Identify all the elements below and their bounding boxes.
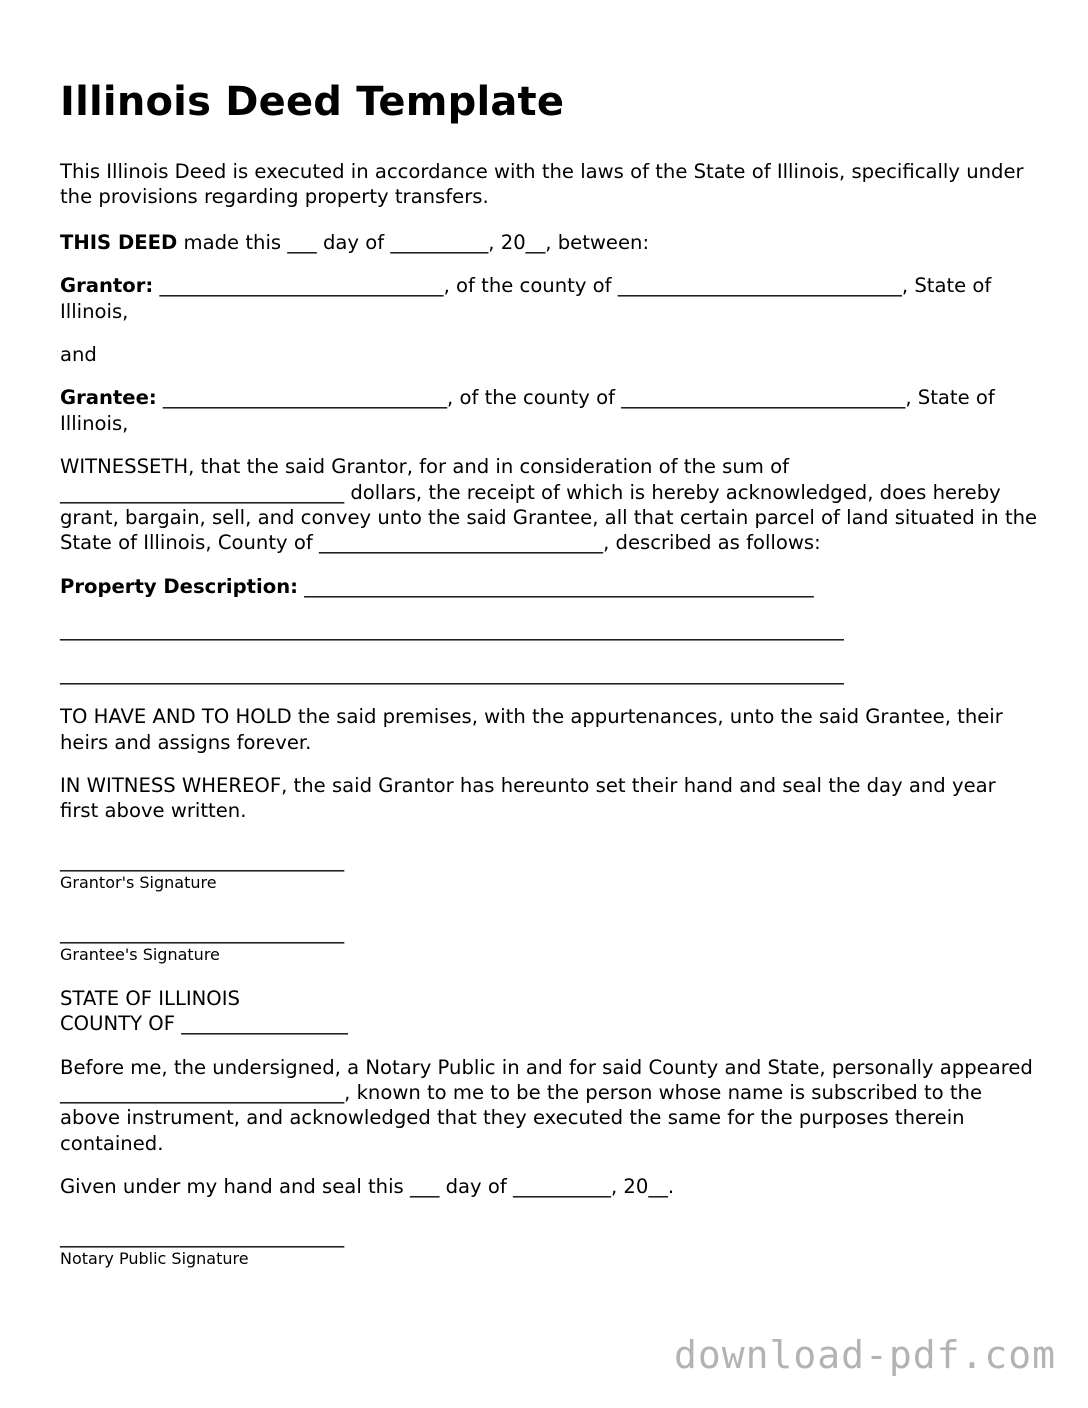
deed-line-label: THIS DEED	[60, 230, 178, 254]
notary-paragraph: Before me, the undersigned, a Notary Public in and for said County and State, personally appeared _____________________________, known to me to be the person whose name is subscribed to the above instrument, and acknowledged that they executed the same for the purposes therein contained.	[60, 1055, 1033, 1155]
given-paragraph: Given under my hand and seal this ___ day of __________, 20__.	[60, 1175, 675, 1199]
grantee-signature-block	[60, 922, 1040, 966]
in-witness-paragraph: IN WITNESS WHEREOF, the said Grantor has hereunto set their hand and seal the day and year first above written.	[60, 773, 996, 823]
county-line: COUNTY OF _________________	[60, 1012, 348, 1036]
page-title: Illinois Deed Template	[60, 79, 565, 125]
state-line: STATE OF ILLINOIS	[60, 986, 240, 1010]
deed-document	[60, 78, 1040, 1270]
grantor-paragraph	[60, 273, 1040, 324]
grantor-signature-block	[60, 850, 1040, 894]
notary-signature-caption: Notary Public Signature	[60, 1248, 249, 1268]
property-blank-line: ________________________________________________________________________________	[60, 618, 844, 642]
grantee-paragraph	[60, 385, 1040, 436]
notary-signature-line: _____________________________	[60, 1224, 345, 1248]
grantor-signature-caption: Grantor's Signature	[60, 872, 217, 892]
grantee-label: Grantee:	[60, 386, 157, 410]
grantee-text: _____________________________, of the county of _____________________________, State of Illinois,	[60, 386, 995, 435]
grantee-signature-line: _____________________________	[60, 920, 345, 944]
grantor-text: _____________________________, of the county of _____________________________, State of Illinois,	[60, 274, 992, 323]
property-blank-line: ________________________________________________________________________________	[60, 661, 844, 685]
deed-line-text: made this ___ day of __________, 20__, between:	[177, 230, 650, 254]
grantor-label: Grantor:	[60, 274, 154, 298]
intro-paragraph: This Illinois Deed is executed in accordance with the laws of the State of Illinois, specifically under the provisions regarding property transfers.	[60, 160, 1024, 209]
property-description	[60, 574, 1040, 599]
deed-line	[60, 230, 1040, 255]
property-label: Property Description:	[60, 574, 298, 598]
grantor-signature-line: _____________________________	[60, 848, 345, 872]
venue-block	[60, 986, 1040, 1037]
witnesseth-paragraph: WITNESSETH, that the said Grantor, for and in consideration of the sum of _____________________________ dollars, the receipt of which is hereby acknowledged, does hereby grant, bargain, sell, and convey unto the said Grantee, all that certain parcel of land situated in the State of Illinois, County of _____________________________, described as follows:	[60, 455, 1038, 555]
grantee-signature-caption: Grantee's Signature	[60, 944, 220, 964]
and-text: and	[60, 343, 97, 367]
watermark: download-pdf.com	[673, 1333, 1056, 1377]
habendum-paragraph: TO HAVE AND TO HOLD the said premises, with the appurtenances, unto the said Grantee, their heirs and assigns forever.	[60, 705, 1003, 754]
property-blank: ____________________________________________________	[298, 574, 814, 598]
notary-signature-block	[60, 1226, 1040, 1270]
